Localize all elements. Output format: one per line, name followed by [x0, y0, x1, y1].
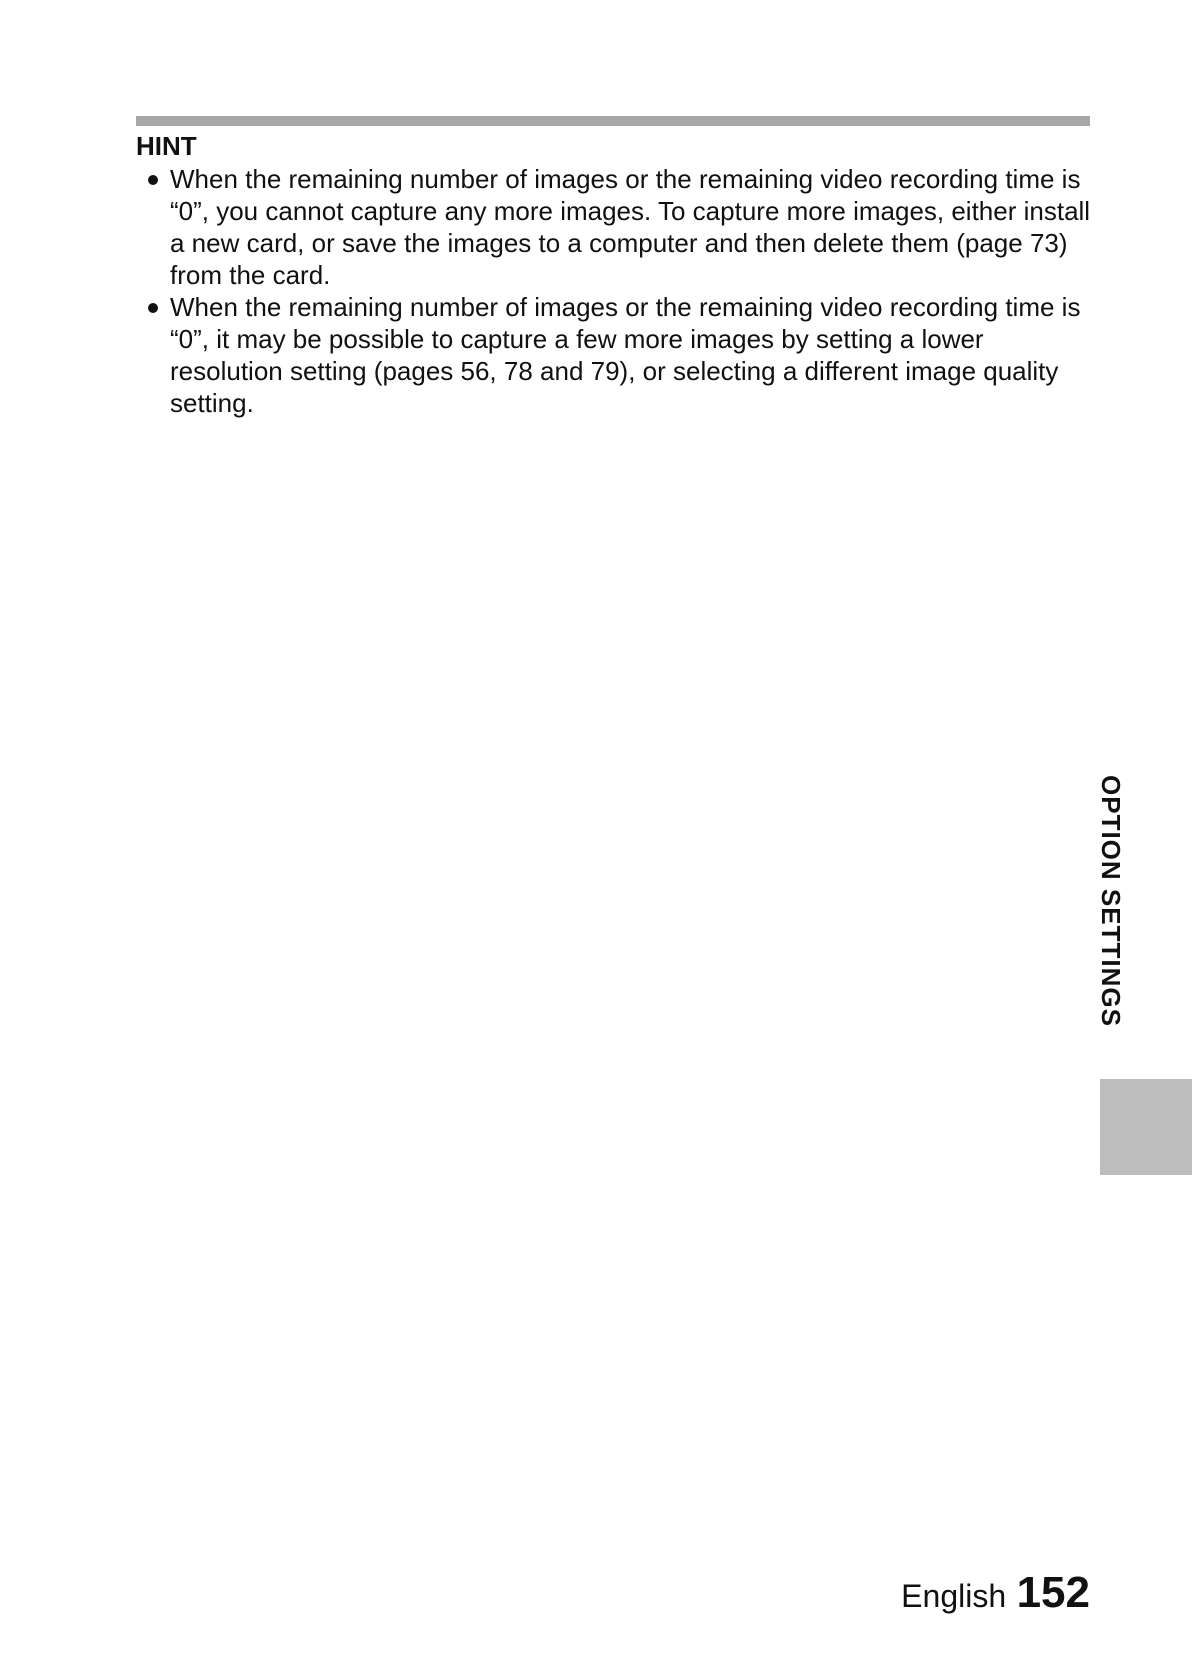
- footer-language: English: [901, 1578, 1007, 1614]
- bullet-icon: [148, 175, 158, 185]
- page-footer: [901, 1568, 1090, 1618]
- section-tab-label: OPTION SETTINGS: [1096, 775, 1126, 1027]
- hint-item-text: When the remaining number of images or the remaining video recording time is “0”, it may be possible to capture a few more images by setting a lower resolution setting (pages 56, 78 and 79), or selecting a different image quality setting.: [170, 292, 1081, 418]
- hint-list: [136, 163, 1096, 419]
- section-tab-marker: [1100, 1079, 1192, 1175]
- hint-heading: HINT: [136, 131, 197, 161]
- top-divider: [136, 116, 1090, 126]
- hint-item: [136, 163, 1096, 291]
- hint-item: [136, 291, 1096, 419]
- hint-item-text: When the remaining number of images or the remaining video recording time is “0”, you cannot capture any more images. To capture more images, either install a new card, or save the images to a computer and then delete them (page 73) from the card.: [170, 164, 1091, 290]
- bullet-icon: [148, 303, 158, 313]
- page-number: 152: [1016, 1568, 1090, 1617]
